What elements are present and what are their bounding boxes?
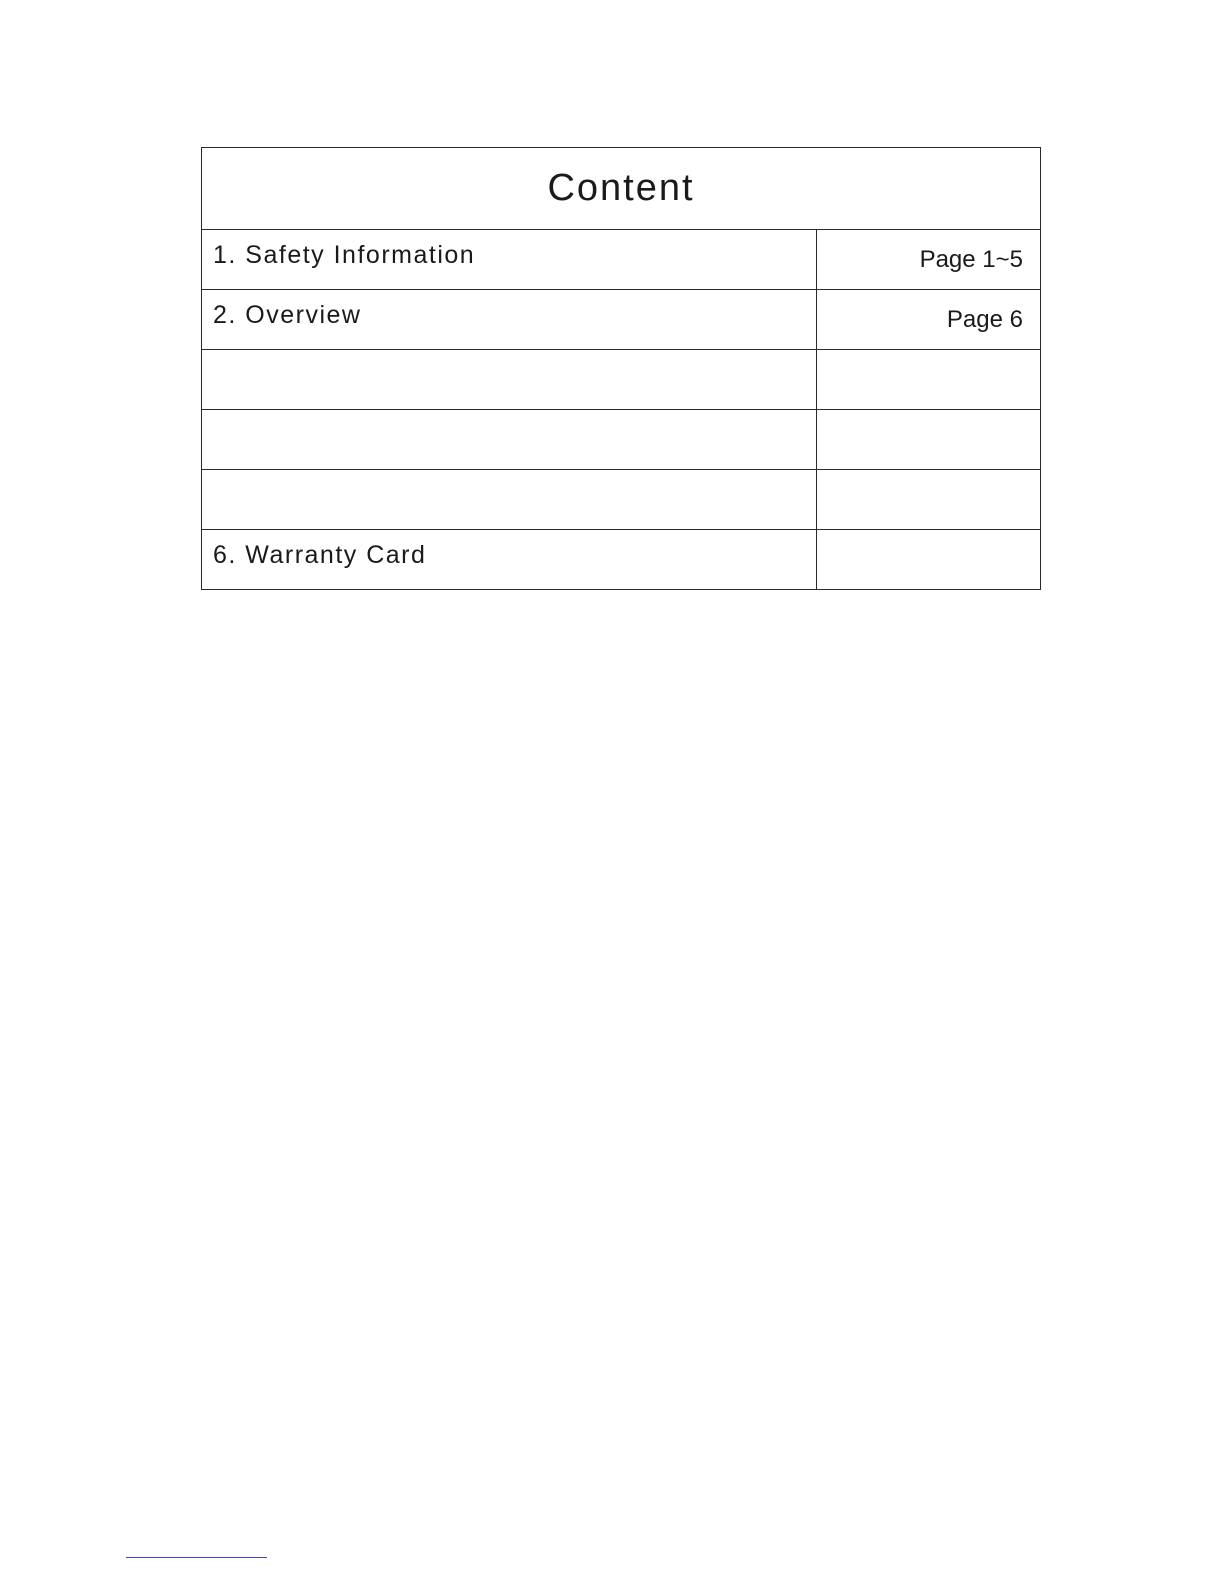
- footer-rule: [126, 1557, 267, 1558]
- toc-entry-label: [202, 436, 816, 444]
- toc-row: [202, 230, 1041, 290]
- toc-entry-label: 1. Safety Information: [213, 241, 476, 269]
- toc-entry-label: [202, 376, 816, 384]
- toc-entry-page: Page 6: [946, 305, 1023, 333]
- toc-title: Content: [202, 148, 1041, 230]
- toc-row-label-cell: [202, 350, 817, 410]
- toc-row-label-cell: [202, 410, 817, 470]
- table-of-contents: [201, 147, 1041, 590]
- toc-row-page-cell: [817, 290, 1041, 350]
- toc-row-page-cell: [817, 410, 1041, 470]
- toc-row: [202, 410, 1041, 470]
- toc-entry-label: 6. Warranty Card: [213, 541, 427, 569]
- toc-row: [202, 350, 1041, 410]
- toc-row: [202, 530, 1041, 590]
- toc-row-page-cell: [817, 470, 1041, 530]
- toc-row-page-cell: [817, 230, 1041, 290]
- toc-entry-label: 2. Overview: [213, 301, 362, 329]
- toc-entry-label: [202, 496, 816, 504]
- toc-row-label-cell: [202, 290, 817, 350]
- toc-row: [202, 470, 1041, 530]
- toc-row-label-cell: [202, 230, 817, 290]
- toc-row-page-cell: [817, 350, 1041, 410]
- toc-row-label-cell: [202, 470, 817, 530]
- toc-row: [202, 290, 1041, 350]
- toc-row-label-cell: [202, 530, 817, 590]
- toc-row-page-cell: [817, 530, 1041, 590]
- toc-entry-page: Page 1~5: [919, 245, 1023, 273]
